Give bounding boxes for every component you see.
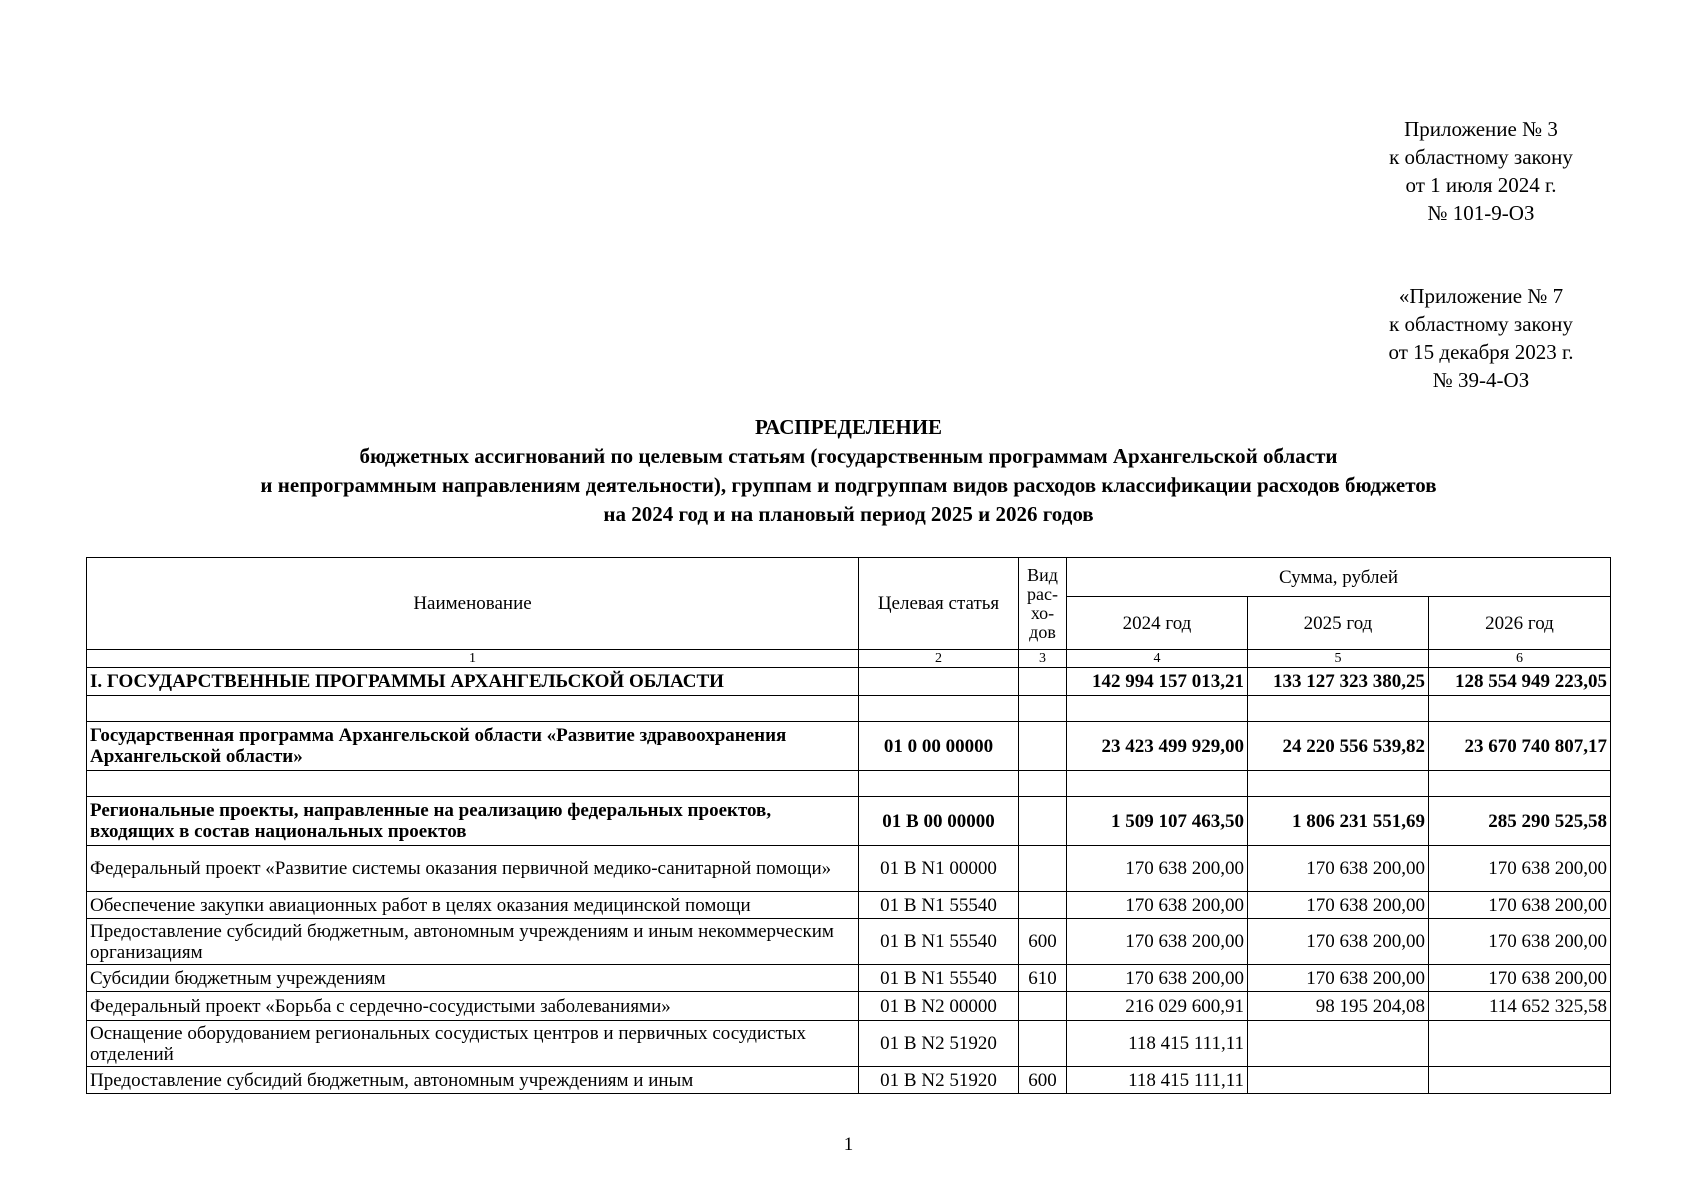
header-expense-type: Вид рас- хо- дов <box>1019 558 1067 650</box>
row-expense-type <box>1019 771 1067 797</box>
row-sum-2024: 216 029 600,91 <box>1067 992 1248 1021</box>
row-sum-2026: 114 652 325,58 <box>1429 992 1611 1021</box>
row-expense-type: 600 <box>1019 1067 1067 1094</box>
row-target-article: 01 В 00 00000 <box>859 797 1019 846</box>
title-line2: бюджетных ассигнований по целевым статьям (государственным программам Архангельской области <box>359 444 1338 468</box>
table-row <box>87 1021 1611 1067</box>
row-target-article: 01 В N2 51920 <box>859 1067 1019 1094</box>
row-target-article: 01 В N1 55540 <box>859 965 1019 992</box>
row-expense-type: 610 <box>1019 965 1067 992</box>
row-name: Федеральный проект «Развитие системы оказания первичной медико-санитарной помощи» <box>87 846 859 892</box>
row-sum-2024: 1 509 107 463,50 <box>1067 797 1248 846</box>
table-row <box>87 696 1611 722</box>
row-name: Предоставление субсидий бюджетным, автономным учреждениям и иным <box>87 1067 859 1094</box>
row-sum-2026: 23 670 740 807,17 <box>1429 722 1611 771</box>
column-number: 2 <box>859 650 1019 668</box>
row-expense-type <box>1019 722 1067 771</box>
row-sum-2024: 142 994 157 013,21 <box>1067 668 1248 696</box>
table-row <box>87 771 1611 797</box>
title-line3: и непрограммным направлениям деятельности), группам и подгруппам видов расходов классификации расходов бюджетов <box>260 473 1437 497</box>
row-name: Государственная программа Архангельской области «Развитие здравоохранения Архангельской области» <box>87 722 859 771</box>
row-target-article: 01 0 00 00000 <box>859 722 1019 771</box>
row-sum-2024 <box>1067 696 1248 722</box>
row-sum-2026: 128 554 949 223,05 <box>1429 668 1611 696</box>
header-year-2026: 2026 год <box>1429 597 1611 650</box>
row-target-article: 01 В N1 55540 <box>859 892 1019 919</box>
header-year-2024: 2024 год <box>1067 597 1248 650</box>
row-sum-2026: 170 638 200,00 <box>1429 919 1611 965</box>
table-row <box>87 1067 1611 1094</box>
row-name: Предоставление субсидий бюджетным, автономным учреждениям и иным некоммерческим организациям <box>87 919 859 965</box>
appendix-original-line4: № 39-4-ОЗ <box>1432 368 1530 392</box>
row-expense-type <box>1019 696 1067 722</box>
title-line1: РАСПРЕДЕЛЕНИЕ <box>754 415 943 439</box>
table-row <box>87 797 1611 846</box>
table-row <box>87 668 1611 696</box>
row-sum-2026 <box>1429 1067 1611 1094</box>
table-row <box>87 992 1611 1021</box>
row-expense-type <box>1019 797 1067 846</box>
row-sum-2026: 285 290 525,58 <box>1429 797 1611 846</box>
appendix-current-line2: к областному закону <box>1389 145 1573 169</box>
appendix-original-line3: от 15 декабря 2023 г. <box>1388 340 1574 364</box>
row-target-article <box>859 771 1019 797</box>
appendix-current-line4: № 101-9-ОЗ <box>1427 201 1535 225</box>
row-sum-2025: 170 638 200,00 <box>1248 965 1429 992</box>
row-sum-2025: 170 638 200,00 <box>1248 892 1429 919</box>
row-name <box>87 771 859 797</box>
row-name: Региональные проекты, направленные на реализацию федеральных проектов, входящих в состав национальных проектов <box>87 797 859 846</box>
row-sum-2025 <box>1248 1021 1429 1067</box>
row-sum-2026: 170 638 200,00 <box>1429 892 1611 919</box>
row-target-article: 01 В N1 00000 <box>859 846 1019 892</box>
row-sum-2025 <box>1248 1067 1429 1094</box>
row-sum-2024: 118 415 111,11 <box>1067 1067 1248 1094</box>
row-sum-2024: 170 638 200,00 <box>1067 919 1248 965</box>
row-expense-type <box>1019 1021 1067 1067</box>
row-target-article <box>859 668 1019 696</box>
row-sum-2025: 170 638 200,00 <box>1248 846 1429 892</box>
row-sum-2026: 170 638 200,00 <box>1429 846 1611 892</box>
appendix-original-reference <box>1341 282 1621 394</box>
document-title <box>86 413 1611 529</box>
column-number: 3 <box>1019 650 1067 668</box>
title-line4: на 2024 год и на плановый период 2025 и 2026 годов <box>603 502 1094 526</box>
row-name: Оснащение оборудованием региональных сосудистых центров и первичных сосудистых отделений <box>87 1021 859 1067</box>
row-target-article: 01 В N2 00000 <box>859 992 1019 1021</box>
row-name: Федеральный проект «Борьба с сердечно-сосудистыми заболеваниями» <box>87 992 859 1021</box>
row-target-article <box>859 696 1019 722</box>
row-name <box>87 696 859 722</box>
row-sum-2025: 170 638 200,00 <box>1248 919 1429 965</box>
budget-allocation-table <box>86 557 1611 1094</box>
row-expense-type <box>1019 992 1067 1021</box>
row-target-article: 01 В N2 51920 <box>859 1021 1019 1067</box>
row-sum-2026 <box>1429 771 1611 797</box>
row-sum-2025: 1 806 231 551,69 <box>1248 797 1429 846</box>
appendix-current-line3: от 1 июля 2024 г. <box>1405 173 1557 197</box>
table-row <box>87 722 1611 771</box>
row-name: Субсидии бюджетным учреждениям <box>87 965 859 992</box>
header-sum: Сумма, рублей <box>1067 558 1611 597</box>
row-sum-2024: 118 415 111,11 <box>1067 1021 1248 1067</box>
column-number: 6 <box>1429 650 1611 668</box>
row-expense-type <box>1019 668 1067 696</box>
appendix-original-line1: «Приложение № 7 <box>1398 284 1564 308</box>
row-sum-2025: 133 127 323 380,25 <box>1248 668 1429 696</box>
table-row <box>87 846 1611 892</box>
row-expense-type: 600 <box>1019 919 1067 965</box>
row-sum-2026 <box>1429 1021 1611 1067</box>
header-name: Наименование <box>87 558 859 650</box>
table-row <box>87 919 1611 965</box>
row-expense-type <box>1019 892 1067 919</box>
row-name: I. ГОСУДАРСТВЕННЫЕ ПРОГРАММЫ АРХАНГЕЛЬСКОЙ ОБЛАСТИ <box>87 668 859 696</box>
header-year-2025: 2025 год <box>1248 597 1429 650</box>
row-sum-2026: 170 638 200,00 <box>1429 965 1611 992</box>
column-number: 5 <box>1248 650 1429 668</box>
row-target-article: 01 В N1 55540 <box>859 919 1019 965</box>
row-sum-2024: 170 638 200,00 <box>1067 846 1248 892</box>
row-sum-2026 <box>1429 696 1611 722</box>
row-expense-type <box>1019 846 1067 892</box>
table-row <box>87 892 1611 919</box>
row-sum-2025 <box>1248 771 1429 797</box>
row-name: Обеспечение закупки авиационных работ в целях оказания медицинской помощи <box>87 892 859 919</box>
column-number: 4 <box>1067 650 1248 668</box>
row-sum-2024: 23 423 499 929,00 <box>1067 722 1248 771</box>
row-sum-2025 <box>1248 696 1429 722</box>
row-sum-2025: 24 220 556 539,82 <box>1248 722 1429 771</box>
row-sum-2024: 170 638 200,00 <box>1067 892 1248 919</box>
row-sum-2025: 98 195 204,08 <box>1248 992 1429 1021</box>
appendix-original-line2: к областному закону <box>1389 312 1573 336</box>
header-target-article: Целевая статья <box>859 558 1019 650</box>
row-sum-2024: 170 638 200,00 <box>1067 965 1248 992</box>
table-row <box>87 965 1611 992</box>
column-number-row <box>87 650 1611 668</box>
appendix-current-reference <box>1341 115 1621 227</box>
page-number: 1 <box>843 1134 854 1155</box>
column-number: 1 <box>87 650 859 668</box>
appendix-current-line1: Приложение № 3 <box>1404 117 1558 141</box>
row-sum-2024 <box>1067 771 1248 797</box>
